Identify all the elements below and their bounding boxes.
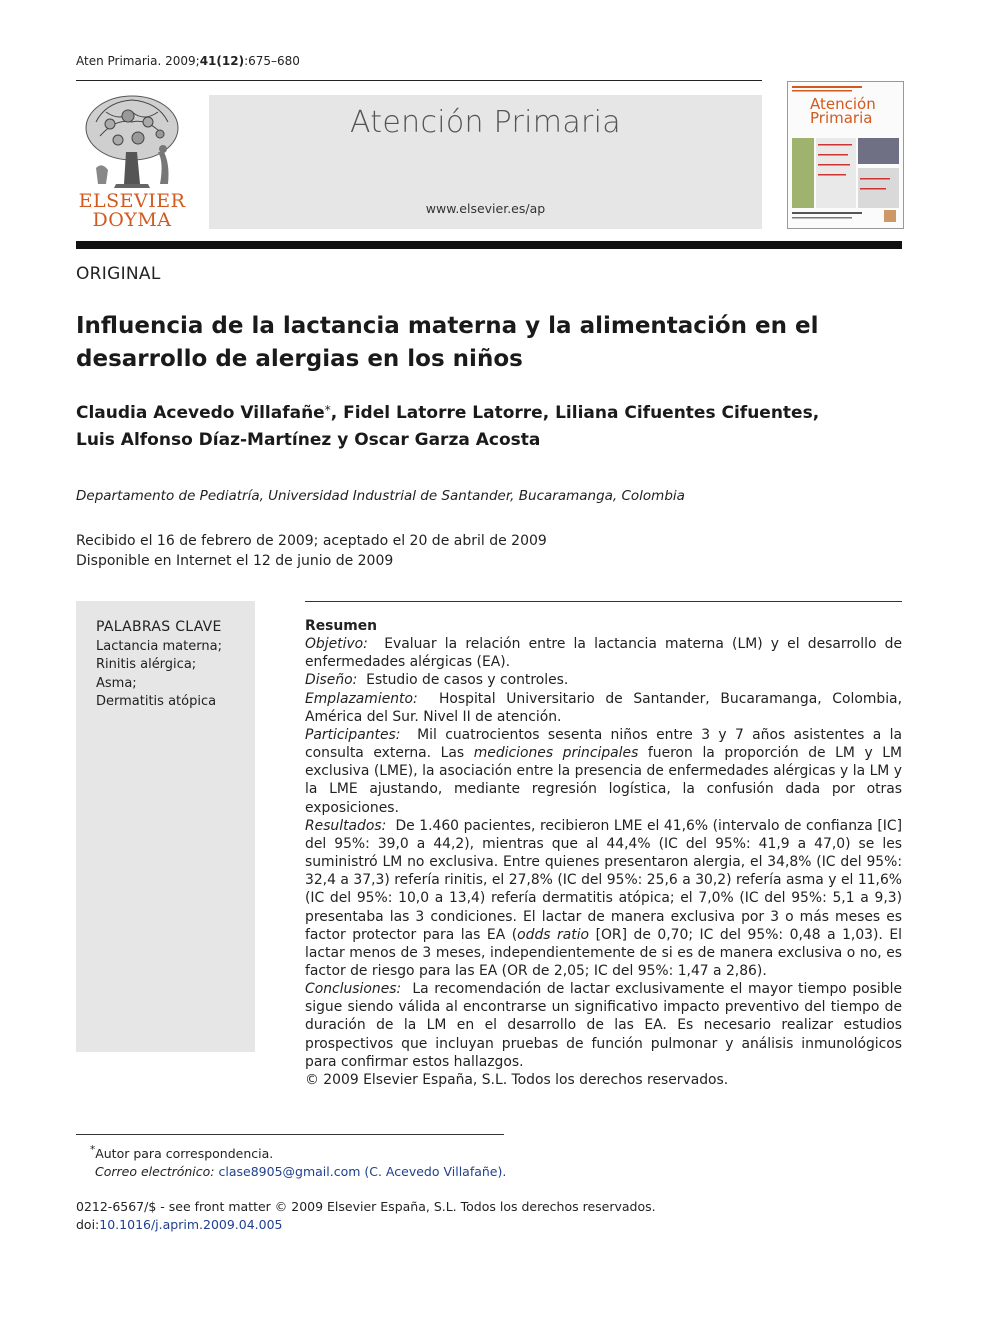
abstract-objective bbox=[305, 635, 902, 671]
keyword-item: Lactancia materna; bbox=[96, 639, 222, 654]
doi-link[interactable]: 10.1016/j.aprim.2009.04.005 bbox=[99, 1217, 283, 1232]
cover-image bbox=[788, 82, 903, 228]
keywords-list bbox=[96, 638, 222, 711]
journal-url[interactable]: www.elsevier.es/ap bbox=[425, 201, 546, 216]
cover-title-line1: Atención bbox=[810, 95, 876, 113]
abstract-conclusions bbox=[305, 980, 902, 1071]
journal-header-box bbox=[209, 95, 762, 229]
abstract-results bbox=[305, 817, 902, 980]
conclusions-label: Conclusiones: bbox=[305, 981, 402, 998]
article-title: Influencia de la lactancia materna y la alimentación en el desarrollo de alergias en los niños bbox=[76, 313, 819, 372]
author-names-line2: Luis Alfonso Díaz-Martínez y Oscar Garza Acosta bbox=[76, 430, 541, 450]
article-section-label: ORIGINAL bbox=[76, 264, 161, 284]
email-label: Correo electrónico: bbox=[95, 1164, 215, 1180]
header-top-rule bbox=[76, 80, 762, 81]
header-thick-rule bbox=[76, 241, 902, 249]
participants-label: Participantes: bbox=[305, 726, 401, 743]
participants-text-cont: fueron la proporción de LM y LM exclusiva (LME), la asociación entre la presencia de enfermedades alérgicas y la LM y la LME ajustando, mediante regresión logística, la confusión dada por otras exposiciones. bbox=[305, 745, 902, 816]
author-list bbox=[76, 400, 906, 454]
keywords-title: PALABRAS CLAVE bbox=[96, 619, 222, 635]
citation-volume: 41 bbox=[199, 54, 217, 68]
keyword-item: Rinitis alérgica; bbox=[96, 657, 197, 673]
citation-prefix: Aten Primaria. 2009; bbox=[76, 54, 200, 68]
author-names: , Fidel Latorre Latorre, Liliana Cifuentes Cifuentes, bbox=[330, 403, 820, 423]
author-affiliation: Departamento de Pediatría, Universidad Industrial de Santander, Bucaramanga, Colombia bbox=[76, 488, 685, 504]
citation-issue: (12) bbox=[216, 54, 245, 68]
tree-icon bbox=[76, 92, 188, 190]
abstract-design bbox=[305, 671, 902, 689]
email-link[interactable]: clase8905@gmail.com (C. Acevedo Villafañe). bbox=[218, 1164, 507, 1180]
logo-text-elsevier: ELSEVIER bbox=[78, 190, 186, 212]
corresponding-footnote bbox=[90, 1141, 506, 1181]
abstract-top-rule bbox=[305, 601, 902, 602]
footnote-mark: * bbox=[90, 1144, 96, 1156]
article-dates bbox=[76, 531, 547, 571]
results-label: Resultados: bbox=[305, 817, 387, 834]
abstract-heading: Resumen bbox=[305, 618, 378, 634]
setting-label: Emplazamiento: bbox=[305, 690, 418, 707]
abstract-copyright: © 2009 Elsevier España, S.L. Todos los derechos reservados. bbox=[305, 1071, 729, 1088]
results-text-cont: [OR] de 0,70; IC del 95%: 0,48 a 1,03). El lactar menos de 3 meses, independientemente de si es de manera exclusiva o no, es factor de riesgo para las EA (OR de 2,05; IC del 95%: 1,47 a 2,86). bbox=[305, 926, 903, 979]
abstract-setting bbox=[305, 690, 902, 726]
logo-text-doyma: DOYMA bbox=[92, 209, 172, 231]
keyword-item: Dermatitis atópica bbox=[96, 693, 217, 709]
journal-title: Atención Primaria bbox=[350, 105, 621, 140]
corresponding-author-mark[interactable]: * bbox=[324, 403, 331, 417]
conclusions-text: La recomendación de lactar exclusivamente el mayor tiempo posible sigue siendo válida al encontrarse un significativo impacto preventivo del tiempo de duración de la LM en el desarrollo de las EA. Es necesario realizar estudios prospectivos que incluyan pruebas de función pulmonar y análisis inmunológicos para confirmar estos hallazgos. bbox=[305, 981, 902, 1070]
setting-text: Hospital Universitario de Santander, Bucaramanga, Colombia, América del Sur. Nivel II de atención. bbox=[305, 690, 902, 725]
online-date: Disponible en Internet el 12 de junio de 2009 bbox=[76, 553, 394, 569]
author-name: Claudia Acevedo Villafañe bbox=[76, 403, 325, 423]
doi-label: doi: bbox=[76, 1217, 100, 1232]
design-text: Estudio de casos y controles. bbox=[366, 672, 569, 689]
footnote-rule bbox=[76, 1134, 504, 1135]
journal-cover-thumbnail bbox=[787, 81, 904, 229]
objective-label: Objetivo: bbox=[305, 636, 368, 653]
elsevier-logo bbox=[76, 92, 188, 232]
abstract-participants bbox=[305, 726, 902, 817]
abstract bbox=[305, 617, 902, 1089]
design-label: Diseño: bbox=[305, 672, 358, 689]
keywords-box bbox=[76, 601, 255, 1052]
participants-emphasis: mediciones principales bbox=[473, 745, 639, 762]
received-date: Recibido el 16 de febrero de 2009; aceptado el 20 de abril de 2009 bbox=[76, 533, 547, 549]
footnote-text: Autor para correspondencia. bbox=[95, 1146, 274, 1162]
keyword-item: Asma; bbox=[96, 675, 137, 691]
issn-line: 0212-6567/$ - see front matter © 2009 Elsevier España, S.L. Todos los derechos reservados. bbox=[76, 1199, 656, 1214]
page-footer bbox=[76, 1198, 656, 1234]
results-text: De 1.460 pacientes, recibieron LME el 41,6% (intervalo de confianza [IC] del 95%: 39,0 a 44,2), mientras que al 44,4% (IC del 95%: 41,9 a 47,0) se les suministró LM no exclusiva. Entre quienes presentaron alergia, el 34,8% (IC del 95%: 32,4 a 37,3) refería rinitis, el 27,8% (IC del 95%: 25,6 a 30,2) refería asma y el 11,6% (IC del 95%: 10,0 a 13,4) refería dermatitis atópica; el 7,0% (IC del 95%: 5,1 a 9,3) presentaba las 3 condiciones. El lactar de manera exclusiva por 3 o más meses es factor protector para las EA ( bbox=[305, 817, 902, 943]
journal-citation bbox=[76, 54, 300, 68]
citation-pages: :675–680 bbox=[244, 54, 300, 68]
objective-text: Evaluar la relación entre la lactancia materna (LM) y el desarrollo de enfermedades alérgicas (EA). bbox=[305, 636, 902, 671]
cover-title-line2: Primaria bbox=[810, 109, 873, 127]
participants-text: Mil cuatrocientos sesenta niños entre 3 y 7 años asistentes a la consulta externa. Las bbox=[305, 726, 902, 762]
results-emphasis: odds ratio bbox=[517, 926, 590, 943]
